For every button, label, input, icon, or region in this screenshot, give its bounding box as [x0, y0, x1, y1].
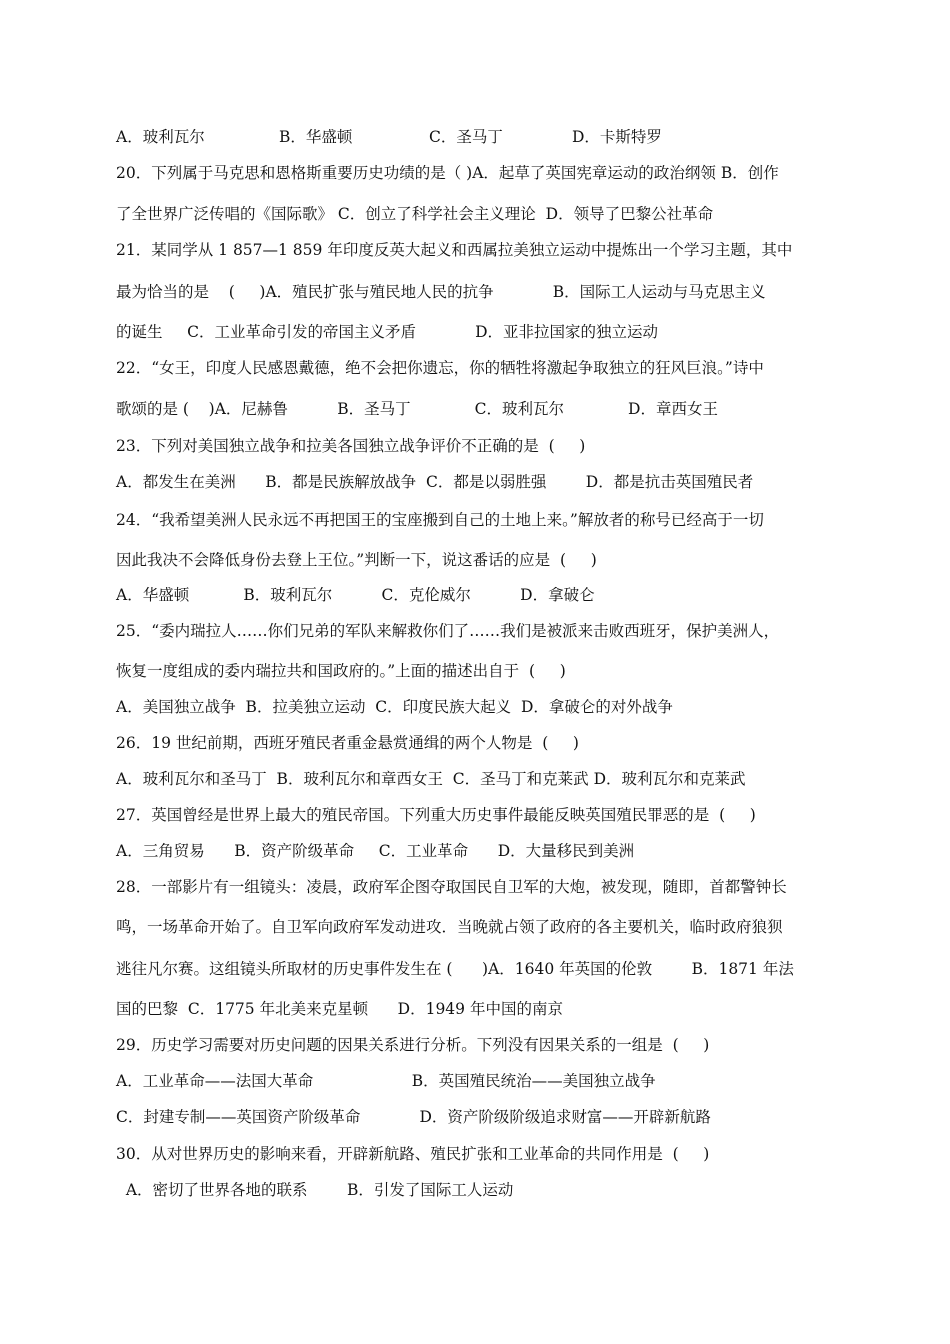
- question-28-line-4: 国的巴黎 C．1775 年北美来克星顿 D．1949 年中国的南京: [116, 1000, 563, 1018]
- option-b: B．华盛顿: [279, 128, 353, 146]
- question-21-line-2: 最为恰当的是 ( )A．殖民扩张与殖民地人民的抗争 B．国际工人运动与马克思主义: [116, 283, 766, 301]
- question-23-stem: 23．下列对美国独立战争和拉美各国独立战争评价不正确的是 ( ): [116, 437, 586, 455]
- question-22-line-1: 22．“女王，印度人民感恩戴德，绝不会把你遗忘，你的牺牲将激起争取独立的狂风巨浪。”诗中: [116, 359, 764, 377]
- question-29-options-ab: A．工业革命——法国大革命 B．英国殖民统治——美国独立战争: [116, 1072, 656, 1090]
- question-29-stem: 29．历史学习需要对历史问题的因果关系进行分析。下列没有因果关系的一组是 ( ): [116, 1036, 710, 1054]
- question-22-line-2: 歌颂的是 ( )A．尼赫鲁 B．圣马丁 C．玻利瓦尔 D．章西女王: [116, 400, 718, 418]
- question-27-stem: 27．英国曾经是世界上最大的殖民帝国。下列重大历史事件最能反映英国殖民罪恶的是 ( ): [116, 806, 756, 824]
- question-29-options-cd: C．封建专制——英国资产阶级革命 D．资产阶级阶级追求财富——开辟新航路: [116, 1108, 711, 1126]
- question-21-line-1: 21．某同学从 1 857—1 859 年印度反英大起义和西属拉美独立运动中提炼出一个学习主题，其中: [116, 241, 793, 259]
- question-28-line-3: 逃往凡尔赛。这组镜头所取材的历史事件发生在 ( )A．1640 年英国的伦敦 B．1871 年法: [116, 960, 794, 978]
- question-24-line-1: 24．“我希望美洲人民永远不再把国王的宝座搬到自己的土地上来。”解放者的称号已经高于一切: [116, 511, 764, 529]
- question-30-stem: 30．从对世界历史的影响来看，开辟新航路、殖民扩张和工业革命的共同作用是 ( ): [116, 1145, 710, 1163]
- option-c: C．圣马丁: [429, 128, 503, 146]
- question-23-options: A．都发生在美洲 B．都是民族解放战争 C．都是以弱胜强 D．都是抗击英国殖民者: [116, 473, 754, 491]
- question-25-line-1: 25．“委内瑞拉人……你们兄弟的军队来解救你们了……我们是被派来击败西班牙，保护美洲人，: [116, 622, 780, 640]
- question-20-line-1: 20．下列属于马克思和恩格斯重要历史功绩的是（ )A．起草了英国宪章运动的政治纲领 B．创作: [116, 164, 779, 182]
- question-19-options: [116, 127, 846, 147]
- question-24-line-2: 因此我决不会降低身份去登上王位。”判断一下，说这番话的应是 ( ): [116, 551, 597, 569]
- question-27-options: A．三角贸易 B．资产阶级革命 C．工业革命 D．大量移民到美洲: [116, 842, 635, 860]
- question-25-options: A．美国独立战争 B．拉美独立运动 C．印度民族大起义 D．拿破仑的对外战争: [116, 698, 673, 716]
- question-30-options: A．密切了世界各地的联系 B．引发了国际工人运动: [116, 1181, 514, 1199]
- question-25-line-2: 恢复一度组成的委内瑞拉共和国政府的。”上面的描述出自于 ( ): [116, 662, 566, 680]
- question-28-line-1: 28．一部影片有一组镜头：凌晨，政府军企图夺取国民自卫军的大炮，被发现，随即，首都警钟长: [116, 878, 787, 896]
- question-26-options: A．玻利瓦尔和圣马丁 B．玻利瓦尔和章西女王 C．圣马丁和克莱武 D．玻利瓦尔和克莱武: [116, 770, 746, 788]
- question-26-stem: 26．19 世纪前期，西班牙殖民者重金悬赏通缉的两个人物是 ( ): [116, 734, 579, 752]
- question-28-line-2: 鸣，一场革命开始了。自卫军向政府军发动进攻．当晚就占领了政府的各主要机关，临时政府狼狈: [116, 918, 783, 936]
- question-20-line-2: 了全世界广泛传唱的《国际歌》 C．创立了科学社会主义理论 D．领导了巴黎公社革命: [116, 205, 714, 223]
- option-d: D．卡斯特罗: [572, 128, 662, 146]
- question-21-line-3: 的诞生 C．工业革命引发的帝国主义矛盾 D．亚非拉国家的独立运动: [116, 323, 659, 341]
- option-a: A．玻利瓦尔: [116, 128, 205, 146]
- question-24-options: A．华盛顿 B．玻利瓦尔 C．克伦威尔 D．拿破仑: [116, 586, 595, 604]
